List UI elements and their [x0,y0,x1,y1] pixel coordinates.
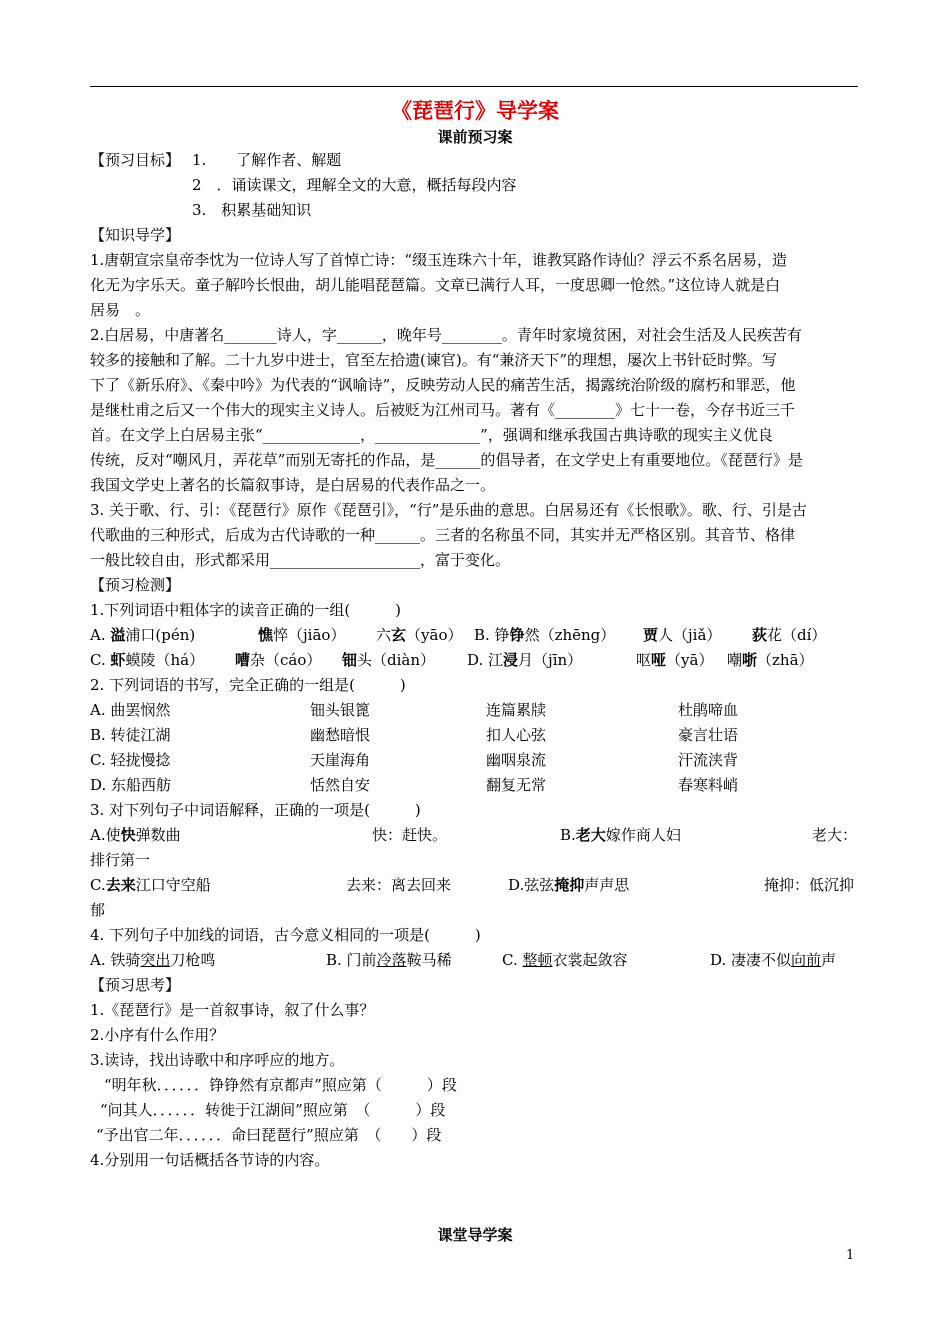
knowledge-p1-line-1: 1.唐朝宣宗皇帝李忱为一位诗人写了首悼亡诗：“缀玉连珠六十年，谁教冥路作诗仙？浮云不系名居易，造 [90,251,787,269]
q1-row-a [90,625,195,645]
q1-a-text-4: （yāo） [406,626,463,644]
q1-row-b [90,650,204,670]
q4-a-key: 突出 [140,951,171,969]
q1-row-a-4 [474,625,615,645]
knowledge-p1-line-3: 居易 。 [90,301,151,319]
knowledge-p2-line-3: 下了《新乐府》、《秦中吟》为代表的“讽喻诗”，反映劳动人民的痛苦生活，揭露统治阶级的腐朽和罪恶，他 [90,376,796,394]
think-q2: 2.小序有什么作用？ [90,1026,225,1044]
q2-b-1: B. 转徒江湖 [90,726,171,744]
q1-d-text-3: 呕 [636,651,652,669]
q1-row-a-5 [643,625,721,645]
q1-d-text-4: （yā） [666,651,714,669]
q3-a-key: 快 [120,826,136,844]
q4-option-a [90,950,215,970]
think-echo-2: “问其人．．．．．．转徙于江湖间”照应第 （ ）段 [100,1101,446,1119]
knowledge-p2-line-4: 是继杜甫之后又一个伟大的现实主义诗人。后被贬为江州司马。著有《________》七十一卷，今存书近三千 [90,401,796,419]
q3-b-pre: B. [560,826,576,844]
q3-a-post: 弹数曲 [135,826,181,844]
knowledge-p2-line-5: 首。在文学上白居易主张“_____________，______________”，强调和继承我国古典诗歌的现实主义优良 [90,426,773,444]
goal-item-1: 1. 了解作者、解题 [192,151,342,169]
knowledge-p3-line-2: 代歌曲的三种形式，后成为古代诗歌的一种______。三者的名称虽不同，其实并无严格区别。其音节、格律 [90,526,796,544]
q3-c-explain: 去来：离去回来 [346,876,452,894]
q3-option-c [90,875,211,895]
q2-d-2: 恬然自安 [310,776,371,794]
goals-label: 【预习目标】 [90,151,181,169]
q1-d-key-1: 浸 [503,651,519,669]
q1-c-key-1: 虾 [110,651,126,669]
q1-c-text-1: 蟆陵（há） [125,651,205,669]
q4-option-d [710,950,836,970]
think-q3: 3.读诗，找出诗歌中和序呼应的地方。 [90,1051,345,1069]
knowledge-p1-line-2: 化无为字乐天。童子解吟长恨曲，胡儿能唱琵琶篇。文章已满行人耳，一度思卿一怆然。”这位诗人就是白 [90,276,781,294]
q2-d-1: D. 东船西舫 [90,776,172,794]
q4-c-key: 整顿 [522,951,553,969]
knowledge-label: 【知识导学】 [90,226,181,244]
q1-c-prefix: C. [90,651,111,669]
q1-d-text-5: 嘲 [727,651,743,669]
q3-d-pre: D.弦弦 [508,876,555,894]
q1-a-text-1: 浦口(pén) [125,626,196,644]
q4-b-post: 鞍马稀 [406,951,452,969]
q1-row-a-3 [376,625,462,645]
q3-d-explain-cont: 郁 [90,901,106,919]
q1-a-key-1: 溢 [110,626,126,644]
knowledge-p3-line-3: 一般比较自由，形式都采用____________________，富于变化。 [90,551,511,569]
goal-item-3: 3. 积累基础知识 [192,201,312,219]
q1-d-key-3: 哳 [742,651,758,669]
q2-c-1: C. 轻拢慢捻 [90,751,171,769]
q4-c-pre: C. [502,951,523,969]
header-rule [90,86,858,87]
q3-b-explain: 老大： [812,826,858,844]
section-heading-classroom: 课堂导学案 [437,1226,513,1244]
q2-a-4: 杜鹃啼血 [678,701,739,719]
q1-row-a-6 [752,625,826,645]
q1-b-text-1: B. 铮 [474,626,510,644]
q2-c-2: 天崖海角 [310,751,371,769]
q4-d-key: 向前 [791,951,822,969]
q1-a-text-3: 六 [376,626,392,644]
q2-a-2: 钿头银篦 [310,701,371,719]
q1-d-text-1: D. 江 [467,651,504,669]
q4-b-pre: B. 门前 [326,951,377,969]
check-label: 【预习检测】 [90,576,181,594]
q3-a-explain: 快：赶快。 [372,826,448,844]
q3-b-key: 老大 [575,826,606,844]
q3-d-key: 掩抑 [554,876,585,894]
knowledge-p3-line-1: 3. 关于歌、行、引：《琵琶行》原作《琵琶引》，“行”是乐曲的意思。白居易还有《长恨歌》。歌、行、引是古 [90,501,807,519]
q1-a-key-3: 玄 [391,626,407,644]
q4-a-post: 刀枪鸣 [170,951,216,969]
q1-a-text-2: 悴（jiāo） [273,626,346,644]
think-echo-1: “明年秋．．．．．．铮铮然有京都声”照应第（ ）段 [104,1076,457,1094]
q3-b-explain-cont: 排行第一 [90,851,151,869]
q3-b-post: 嫁作商人妇 [605,826,681,844]
q4-stem: 4. 下列句子中加线的词语，古今意义相同的一项是( ) [90,926,481,944]
page-number: 1 [846,1248,855,1263]
q2-b-4: 豪言壮语 [678,726,739,744]
q4-a-pre: A. 铁骑 [90,951,141,969]
q1-c-key-2: 嘈 [235,651,251,669]
q1-a-prefix: A. [90,626,111,644]
think-echo-3: “予出官二年．．．．．．命曰琵琶行”照应第 （ ）段 [96,1126,442,1144]
knowledge-p2-line-2: 较多的接触和了解。二十九岁中进士，官至左拾遗(谏官)。有“兼济天下”的理想，屡次上书针砭时弊。写 [90,351,778,369]
q1-row-b-5 [636,650,713,670]
q1-row-b-3 [342,650,435,670]
q1-b-text-4: 花（dí） [767,626,827,644]
q3-c-pre: C. [90,876,106,894]
q4-b-key: 冷落 [376,951,407,969]
goal-item-2: 2 ．诵读课文，理解全文的大意，概括每段内容 [192,176,517,194]
q2-d-3: 翻复无常 [486,776,547,794]
q1-b-key-2: 贾 [643,626,659,644]
q2-c-4: 汗流浃背 [678,751,739,769]
q3-c-key: 去来 [105,876,136,894]
q1-row-b-4 [467,650,582,670]
q4-c-post: 衣裳起敛容 [552,951,628,969]
q2-b-2: 幽愁暗恨 [310,726,371,744]
q3-d-explain: 掩抑：低沉抑 [764,876,855,894]
q3-a-pre: A.使 [90,826,121,844]
q3-option-a [90,825,181,845]
q1-d-text-6: （zhā） [757,651,814,669]
q4-option-c [502,950,628,970]
think-q4: 4.分别用一句话概括各节诗的内容。 [90,1151,330,1169]
think-label: 【预习思考】 [90,976,181,994]
q1-c-key-3: 钿 [342,651,358,669]
q4-option-b [326,950,452,970]
q2-a-1: A. 曲罢悯然 [90,701,171,719]
q3-option-b [560,825,681,845]
knowledge-p2-line-6: 传统，反对“嘲风月，弄花草”而别无寄托的作品，是______的倡导者，在文学史上有重要地位。《琵琶行》是 [90,451,803,469]
q1-b-text-3: 人（jiǎ） [658,626,722,644]
q2-b-3: 扣人心弦 [486,726,547,744]
q4-d-post: 声 [821,951,837,969]
q3-c-post: 江口守空船 [135,876,211,894]
q3-option-d [508,875,629,895]
q1-b-text-2: 然（zhēng） [524,626,616,644]
q3-stem: 3. 对下列句子中词语解释，正确的一项是( ) [90,801,421,819]
q3-d-post: 声声思 [584,876,630,894]
q1-d-key-2: 哑 [651,651,667,669]
page-subtitle: 课前预习案 [437,128,513,146]
q2-c-3: 幽咽泉流 [486,751,547,769]
q1-d-text-2: 月（jīn） [518,651,583,669]
q1-b-key-3: 荻 [752,626,768,644]
q1-c-text-2: 杂（cáo） [250,651,322,669]
knowledge-p2-line-7: 我国文学史上著名的长篇叙事诗，是白居易的代表作品之一。 [90,476,496,494]
knowledge-p2-line-1: 2.白居易，中唐著名_______诗人，字______，晚年号________。青年时家境贫困，对社会生活及人民疾苦有 [90,326,802,344]
q4-d-pre: D. 凄凄不似 [710,951,792,969]
page-title: 《琵琶行》导学案 [391,99,559,123]
q1-a-key-2: 憔 [258,626,274,644]
q2-a-3: 连篇累牍 [486,701,547,719]
think-q1: 1.《琵琶行》是一首叙事诗，叙了什么事？ [90,1001,375,1019]
q2-d-4: 春寒料峭 [678,776,739,794]
q1-row-b-2 [235,650,321,670]
q1-b-key-1: 铮 [509,626,525,644]
q1-c-text-3: 头（diàn） [357,651,436,669]
q1-row-a-2 [258,625,345,645]
q1-row-b-6 [727,650,814,670]
q2-stem: 2. 下列词语的书写，完全正确的一组是( ) [90,676,406,694]
q1-stem: 1.下列词语中粗体字的读音正确的一组( ) [90,601,402,619]
